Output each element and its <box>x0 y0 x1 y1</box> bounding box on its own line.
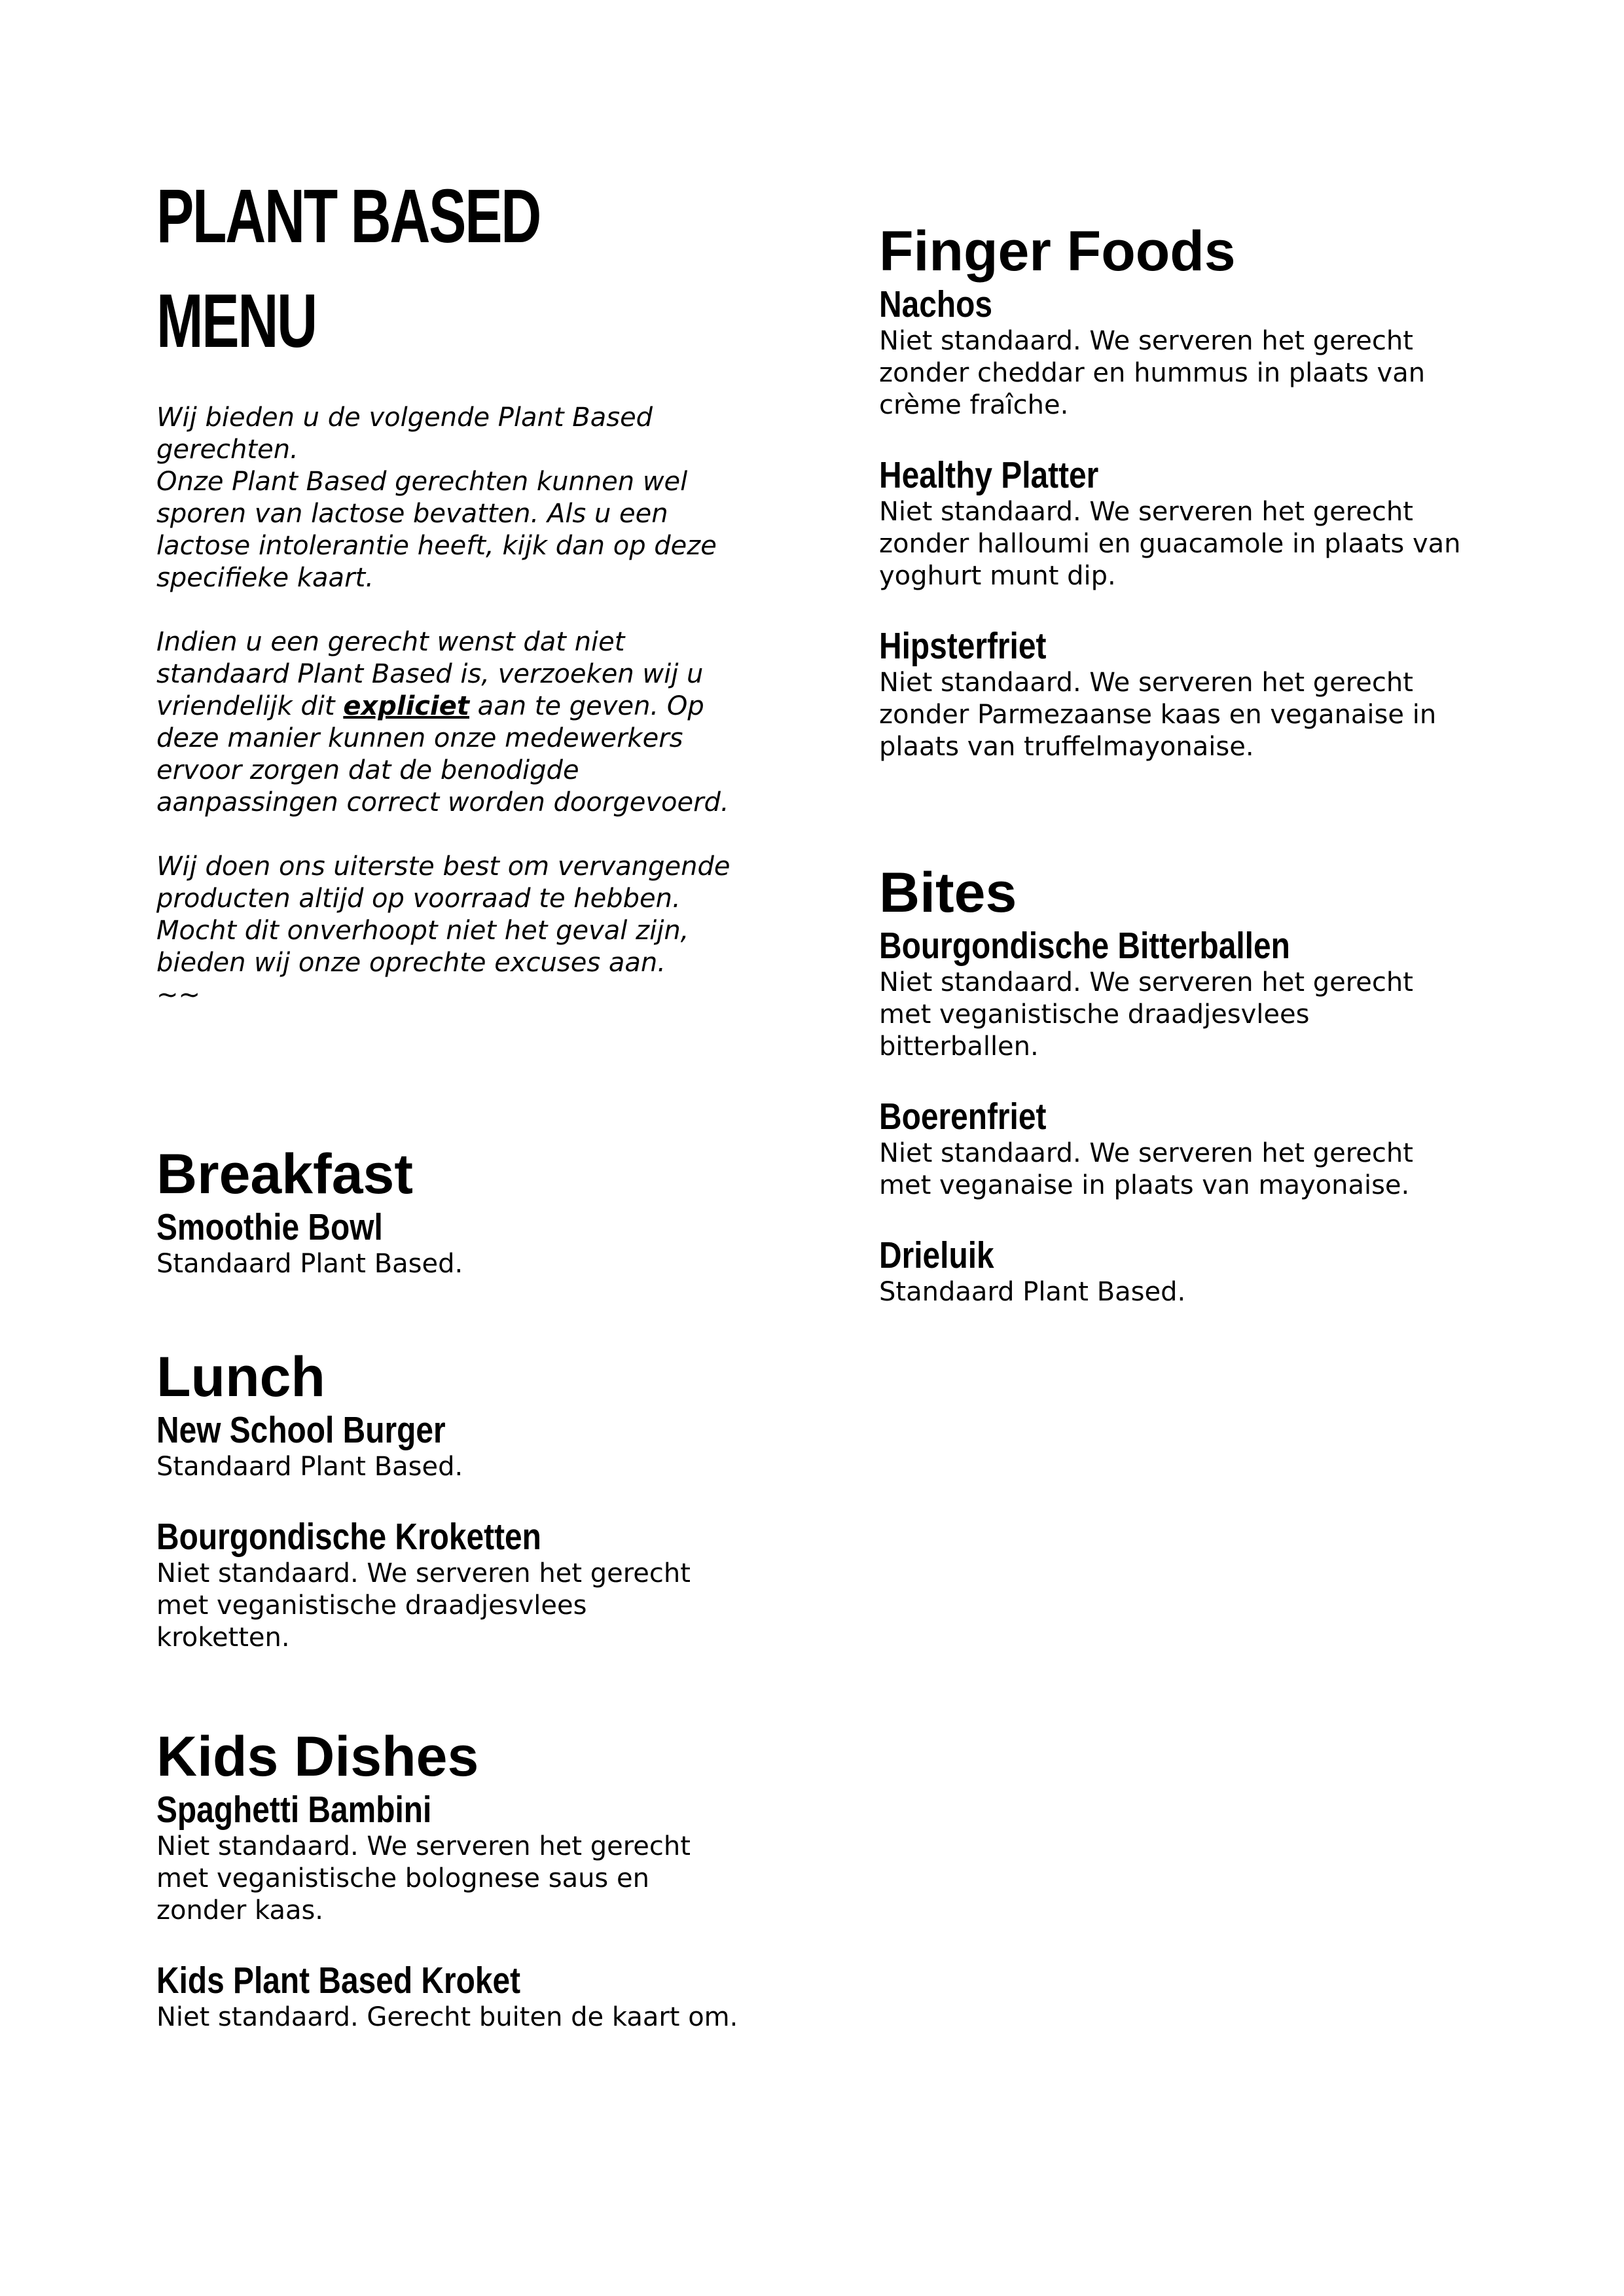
section-title: Lunch <box>156 1346 325 1408</box>
intro-paragraph-4: Wij doen ons uiterste best om vervangende producten altijd op voorraad te hebben. Mocht dit onverhoopt niet het geval zijn, bieden wij onze oprechte excuses aan. <box>156 852 731 978</box>
item-description: Niet standaard. We serveren het gerecht met veganaise in plaats van mayonaise. <box>879 1138 1413 1200</box>
item-name: Hipsterfriet <box>879 625 1047 667</box>
menu-item <box>156 1516 759 1654</box>
item-description: Niet standaard. We serveren het gerecht zonder Parmezaanse kaas en veganaise in plaats van truffelmayonaise. <box>879 668 1437 762</box>
item-description: Niet standaard. We serveren het gerecht zonder halloumi en guacamole in plaats van yoghurt munt dip. <box>879 497 1461 591</box>
item-description: Niet standaard. We serveren het gerecht met veganistische bolognese saus en zonder kaas. <box>156 1831 691 1926</box>
section-title: Breakfast <box>156 1143 413 1206</box>
section-finger-foods <box>879 219 1481 763</box>
item-name: Kids Plant Based Kroket <box>156 1960 521 2001</box>
item-name: Nachos <box>879 283 992 325</box>
item-description: Niet standaard. We serveren het gerecht met veganistische draadjesvlees bitterballen. <box>879 967 1413 1062</box>
item-name: Bourgondische Kroketten <box>156 1516 541 1558</box>
menu-item <box>156 1960 759 2034</box>
menu-item <box>879 283 1481 422</box>
intro-signature: ~~ <box>156 980 201 1010</box>
menu-item <box>879 454 1481 592</box>
item-name: Drieluik <box>879 1234 994 1276</box>
intro-paragraph-2: Onze Plant Based gerechten kunnen wel sporen van lactose bevatten. Als u een lactose intolerantie heeft, kijk dan op deze specifieke kaart. <box>156 467 717 593</box>
item-description: Niet standaard. We serveren het gerecht met veganistische draadjesvlees kroketten. <box>156 1558 691 1653</box>
item-name: Smoothie Bowl <box>156 1206 383 1248</box>
intro-paragraph-1: Wij bieden u de volgende Plant Based gerechten. <box>156 403 653 465</box>
section-title: Bites <box>879 861 1017 924</box>
item-name: Boerenfriet <box>879 1096 1047 1138</box>
page-title-line-1: PLANT BASED <box>156 173 541 259</box>
menu-item <box>156 1409 759 1483</box>
item-description: Standaard Plant Based. <box>879 1277 1186 1307</box>
section-bites <box>879 861 1481 1308</box>
intro-text <box>156 402 746 1011</box>
section-breakfast <box>156 1142 759 1280</box>
menu-item <box>879 625 1481 763</box>
item-description: Standaard Plant Based. <box>156 1249 463 1279</box>
item-description: Niet standaard. Gerecht buiten de kaart om. <box>156 2002 738 2032</box>
page-title-line-2: MENU <box>156 278 316 363</box>
section-kids-dishes <box>156 1725 759 2034</box>
item-description: Niet standaard. We serveren het gerecht zonder cheddar en hummus in plaats van crème fraîche. <box>879 326 1426 420</box>
menu-item <box>879 925 1481 1063</box>
section-lunch <box>156 1345 759 1654</box>
menu-item <box>156 1789 759 1927</box>
intro-paragraph-3-start: Indien u een gerecht wenst dat niet standaard Plant Based is, verzoeken wij u vriendelijk dit <box>156 627 704 721</box>
menu-item <box>156 1206 759 1280</box>
intro-emphasis: expliciet <box>343 691 469 721</box>
section-title: Kids Dishes <box>156 1725 479 1788</box>
item-name: Bourgondische Bitterballen <box>879 925 1290 967</box>
intro-paragraph-3 <box>156 626 746 819</box>
section-title: Finger Foods <box>879 220 1236 283</box>
item-name: New School Burger <box>156 1409 446 1451</box>
menu-item <box>879 1234 1481 1308</box>
intro-paragraph-3-end: aan te geven. Op deze manier kunnen onze medewerkers ervoor zorgen dat de benodigde aanpassingen correct worden doorgevoerd. <box>156 691 729 817</box>
menu-item <box>879 1096 1481 1202</box>
item-name: Healthy Platter <box>879 454 1099 496</box>
page-title <box>156 164 540 373</box>
item-description: Standaard Plant Based. <box>156 1452 463 1482</box>
item-name: Spaghetti Bambini <box>156 1789 432 1831</box>
